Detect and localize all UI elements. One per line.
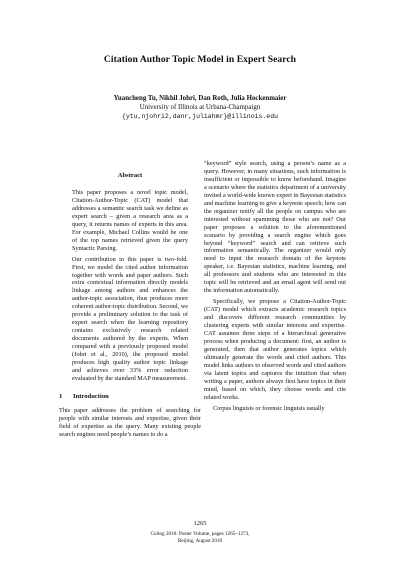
body-paragraph: Corpus linguists or forensic linguists usually xyxy=(213,404,325,412)
abstract-paragraph: This paper proposes a novel topic model, Citation-Author-Topic (CAT) model that addresses a semantic search task we define as expert search – given a research area as a query, it returns names of experts in this area. For example, Michael Collins would be one of the top names retrieved given the query Syntactic Parsing. xyxy=(72,189,188,252)
body-paragraph: Specifically, we propose a Citation-Author-Topic (CAT) model which extracts academic research topics and discovers different research communities by clustering experts with similar interests and expertise. CAT assumes three steps of a hierarchical generative process when producing a document: first, an author is generated, then that author generates topics which ultimately generate the words and cited authors. This model links authors to observed words and cited authors via latent topics and captures the intuition that when writing a paper, authors always first have topics in their mind, based on which, they choose words and cite related works. xyxy=(204,298,346,401)
abstract-paragraph: Our contribution in this paper is two-fold. First, we model the cited author information together with words and paper authors. Such extra contextual information directly models linkage among authors and enhances the author-topic association, thus produces more coherent author-topic distribution. Second, we provide a preliminary solution to the task of expert search when the learning repository contains exclusively research related documents authored by the experts. When compared with a previously proposed model (Johri et al., 2010), the proposed model produces high quality author topic linkage and achieves over 33% error reduction evaluated by the standard MAP measurement. xyxy=(72,255,188,382)
abstract-heading: Abstract xyxy=(117,172,143,179)
proceedings-footer xyxy=(0,531,400,544)
author-list: Yuancheng Tu, Nikhil Johri, Dan Roth, Julia Hockenmaier xyxy=(113,95,287,102)
affiliation: University of Illinois at Urbana-Champaign xyxy=(139,104,261,111)
body-paragraph: “keyword” style search, using a person’s name as a query. However, in many situations, such information is insufficient or impossible to know beforehand. Imagine a scenario where the statistics department of a university invited a world-wide known expert in Bayesian statistics and machine learning to give a keynote speech; how can the organizer notify all the people on campus who are interested without spamming those who are not? Our paper proposes a solution to the aforementioned scenario by providing a search engine which goes beyond “keyword” search and can retrieve such information semantically. The organizer would only need to input the research domain of the keynote speaker, i.e. Bayesian statistics, machine learning, and all professors and students who are interested in this topic will be retrieved and an email agent will send out the information automatically. xyxy=(204,160,346,295)
section-heading-introduction xyxy=(59,393,201,401)
intro-paragraph: This paper addresses the problem of searching for people with similar interests and expertise, given their field of expertise as the query. Many existing people search engines need people’s names to do a xyxy=(59,406,201,438)
left-column xyxy=(59,172,201,439)
abstract-body xyxy=(59,189,201,383)
author-emails: {ytu,njohri2,danr,juliahmr}@illinois.edu xyxy=(121,113,279,120)
right-column xyxy=(204,160,346,413)
section-title: Introduction xyxy=(73,392,109,400)
proceedings-line: Coling 2010: Poster Volume, pages 1265–1273, xyxy=(150,531,250,537)
location-date-line: Beijing, August 2010 xyxy=(177,537,223,544)
page-number: 1265 xyxy=(193,520,207,527)
paper-title: Citation Author Topic Model in Expert Search xyxy=(103,54,297,65)
section-number: 1 xyxy=(59,392,63,400)
